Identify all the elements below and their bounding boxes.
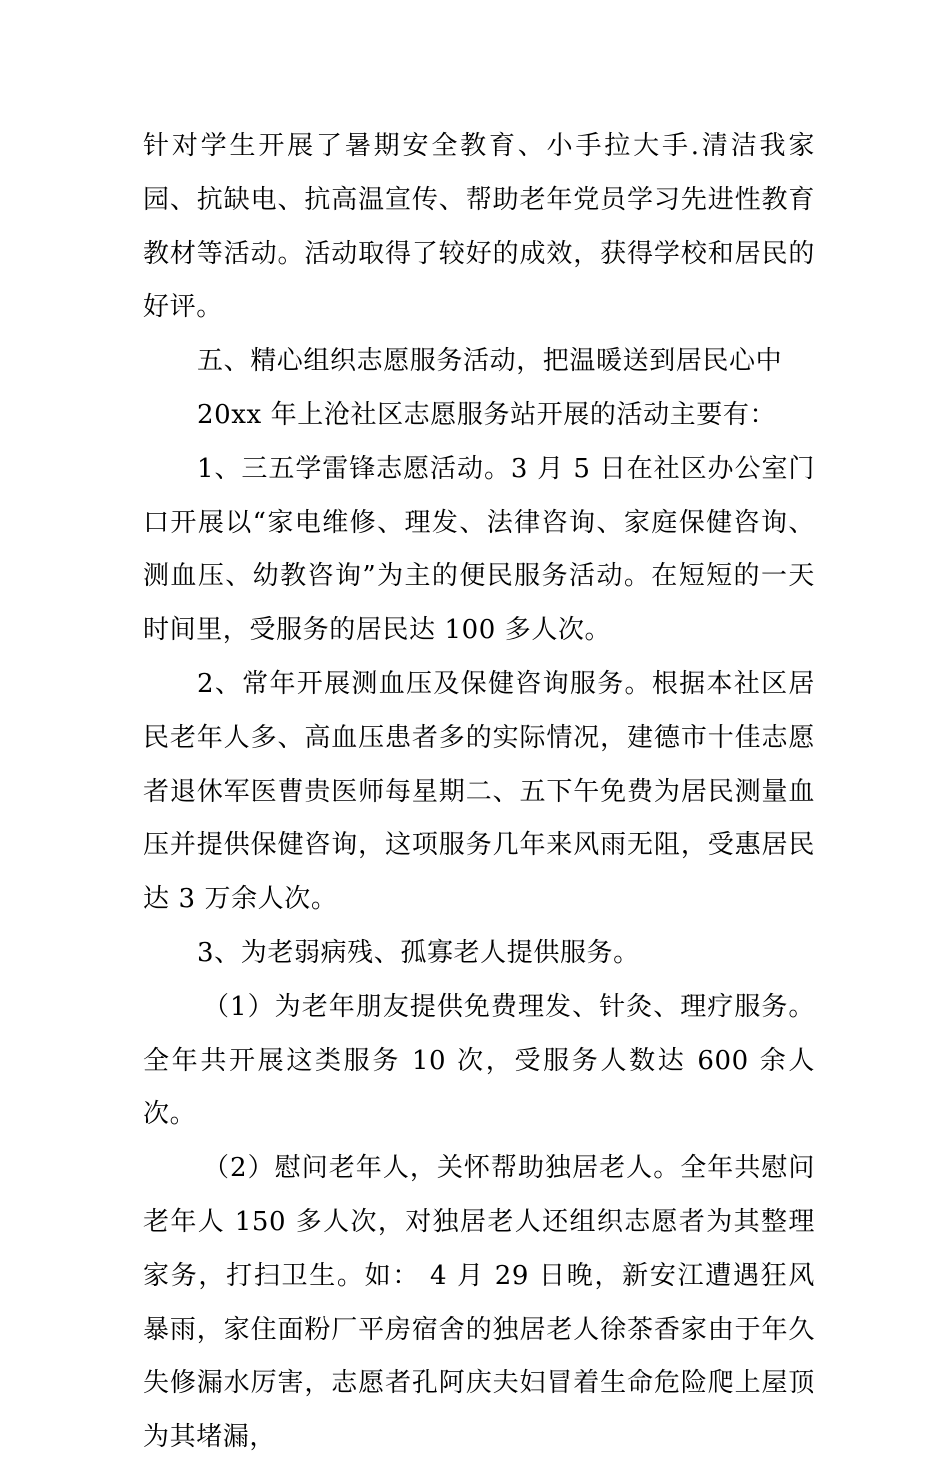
document-body — [143, 120, 815, 1465]
paragraph-subitem-2: （2）慰问老年人，关怀帮助独居老人。全年共慰问老年人 150 多人次，对独居老人还组织志愿者为其整理家务，打扫卫生。如： 4 月 29 日晚，新安江遭遇狂风暴雨，家住面粉厂平房宿舍的独居老人徐茶香家由于年久失修漏水厉害，志愿者孔阿庆夫妇冒着生命危险爬上屋顶为其堵漏， — [143, 1153, 815, 1453]
paragraph-subitem-1: （1）为老年朋友提供免费理发、针灸、理疗服务。全年共开展这类服务 10 次，受服务人数达 600 余人次。 — [143, 991, 815, 1130]
paragraph-continuation: 针对学生开展了暑期安全教育、小手拉大手.清洁我家园、抗缺电、抗高温宣传、帮助老年党员学习先进性教育教材等活动。活动取得了较好的成效，获得学校和居民的好评。 — [143, 131, 815, 323]
paragraph-item-3: 3、为老弱病残、孤寡老人提供服务。 — [197, 937, 640, 968]
paragraph-item-2: 2、常年开展测血压及保健咨询服务。根据本社区居民老年人多、高血压患者多的实际情况，建德市十佳志愿者退休军医曹贵医师每星期二、五下午免费为居民测量血压并提供保健咨询，这项服务几年来风雨无阻，受惠居民达 3 万余人次。 — [143, 668, 815, 915]
paragraph-item-1: 1、三五学雷锋志愿活动。3 月 5 日在社区办公室门口开展以“家电维修、理发、法律咨询、家庭保健咨询、测血压、幼教咨询”为主的便民服务活动。在短短的一天时间里，受服务的居民达 100 多人次。 — [143, 453, 815, 646]
section-heading-five: 五、精心组织志愿服务活动，把温暖送到居民心中 — [197, 346, 783, 377]
paragraph-intro: 20xx 年上沧社区志愿服务站开展的活动主要有： — [197, 399, 777, 430]
